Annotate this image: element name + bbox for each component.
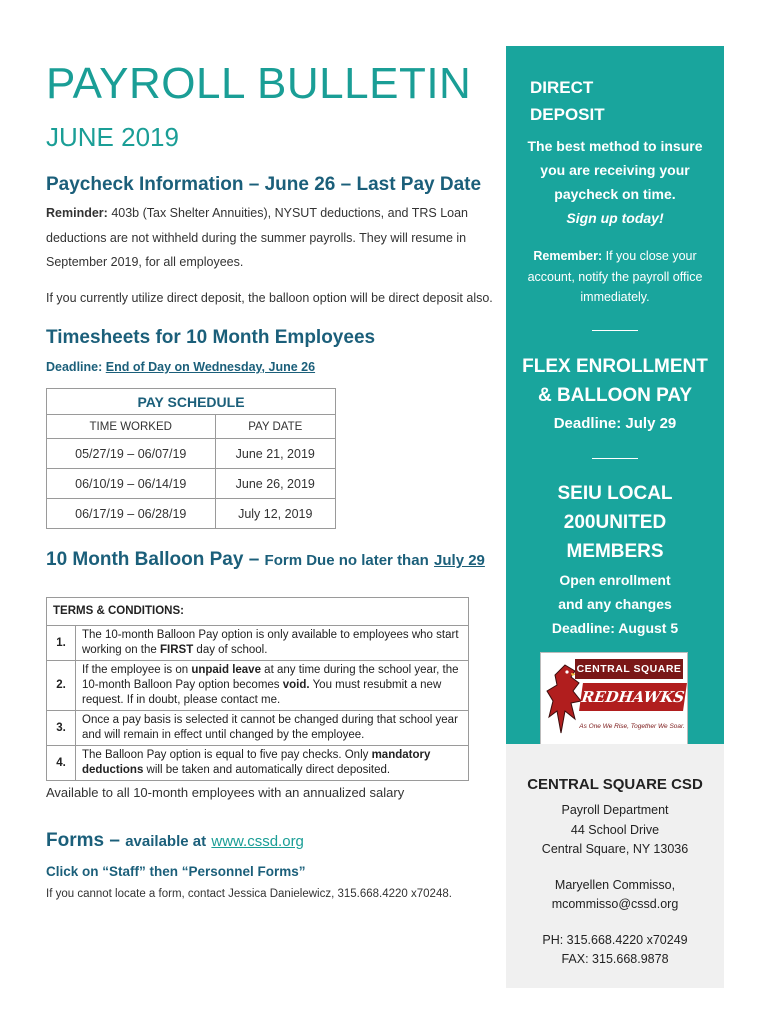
deadline-value: End of Day on Wednesday, June 26 <box>105 360 316 374</box>
forms-heading-label: Forms – <box>46 830 120 851</box>
terms-title: TERMS & CONDITIONS: <box>47 598 469 626</box>
paycheck-heading: Paycheck Information – June 26 – Last Pay Date <box>46 174 482 195</box>
direct-deposit-note: If you currently utilize direct deposit, the balloon option will be direct deposit also. <box>46 290 493 305</box>
balloon-due-date: July 29 <box>434 552 485 569</box>
logo-team-name: REDHAWKS <box>579 683 687 711</box>
time-worked-cell: 06/10/19 – 06/14/19 <box>47 469 216 499</box>
reminder-text: 403b (Tax Shelter Annuities), NYSUT deductions, and TRS Loan deductions are not withheld during the summer payrolls. They will resume in September 2019, for all employees. <box>46 206 469 269</box>
term-number: 2. <box>47 661 76 711</box>
direct-deposit-title: DIRECT DEPOSIT <box>530 78 605 124</box>
term-text: The Balloon Pay option is equal to five pay checks. Only mandatory deductions will be taken and automatically direct deposited. <box>76 746 469 781</box>
cssd-website-link[interactable]: www.cssd.org <box>211 833 304 850</box>
reminder-label: Reminder: <box>46 206 108 220</box>
time-worked-cell: 05/27/19 – 06/07/19 <box>47 439 216 469</box>
table-row <box>47 746 469 781</box>
pay-schedule-caption: PAY SCHEDULE <box>47 389 336 415</box>
table-row <box>47 711 469 746</box>
term-text: Once a pay basis is selected it cannot be changed during that school year and will remain in effect until changed by the employee. <box>76 711 469 746</box>
balloon-heading <box>46 549 496 571</box>
direct-deposit-cta: Sign up today! <box>566 210 664 226</box>
flex-enrollment-title: FLEX ENROLLMENT & BALLOON PAY <box>522 356 708 406</box>
time-worked-cell: 06/17/19 – 06/28/19 <box>47 499 216 529</box>
pay-date-cell: July 12, 2019 <box>215 499 336 529</box>
seiu-title: SEIU LOCAL 200UNITED MEMBERS <box>557 483 673 562</box>
column-header-pay-date: PAY DATE <box>215 415 336 439</box>
reminder-paragraph <box>46 201 496 275</box>
page-title: PAYROLL BULLETIN <box>46 59 472 108</box>
bulletin-date: JUNE 2019 <box>46 122 179 152</box>
contact-email[interactable]: mcommisso@cssd.org <box>551 897 679 911</box>
table-row <box>47 469 336 499</box>
street: 44 School Drive <box>570 822 660 837</box>
term-text: The 10-month Balloon Pay option is only available to employees who start working on the FIRST day of school. <box>76 626 469 661</box>
contact-block <box>506 744 724 988</box>
term-text: If the employee is on unpaid leave at any time during the school year, the 10-month Balloon Pay option becomes void. You must resubmit a new request. If in doubt, please contact me. <box>76 661 469 711</box>
column-header-time-worked: TIME WORKED <box>47 415 216 439</box>
forms-instruction: Click on “Staff” then “Personnel Forms” <box>46 864 306 879</box>
table-row <box>47 439 336 469</box>
balloon-availability: Available to all 10-month employees with an annualized salary <box>46 785 405 800</box>
table-row <box>47 661 469 711</box>
deadline-label: Deadline: <box>46 360 103 374</box>
phone-fax <box>506 931 724 970</box>
divider <box>592 330 638 331</box>
organization-name: CENTRAL SQUARE CSD <box>527 776 703 793</box>
contact-name: Maryellen Commisso, <box>554 877 676 892</box>
phone-number: PH: 315.668.4220 x70249 <box>542 932 688 947</box>
forms-heading <box>46 830 496 852</box>
timesheets-deadline <box>46 360 496 374</box>
remember-text: If you close your account, notify the payroll office immediately. <box>527 249 703 304</box>
redhawks-logo <box>540 652 688 746</box>
pay-date-cell: June 21, 2019 <box>215 439 336 469</box>
forms-contact-note: If you cannot locate a form, contact Jessica Danielewicz, 315.668.4220 x70248. <box>46 888 452 900</box>
timesheets-heading: Timesheets for 10 Month Employees <box>46 327 376 348</box>
term-number: 3. <box>47 711 76 746</box>
sidebar <box>506 46 724 744</box>
balloon-heading-main: 10 Month Balloon Pay – <box>46 549 260 570</box>
forms-available-at: available at <box>125 833 207 850</box>
balloon-heading-sub: Form Due no later than <box>264 552 429 569</box>
seiu-enrollment-note: Open enrollment and any changes Deadline: August 5 <box>551 572 679 636</box>
table-row <box>47 626 469 661</box>
table-row <box>47 499 336 529</box>
main-column <box>46 59 496 903</box>
logo-banner: CENTRAL SQUARE <box>575 659 683 679</box>
address <box>506 801 724 860</box>
contact-person <box>506 876 724 915</box>
fax-number: FAX: 315.668.9878 <box>561 952 669 966</box>
remember-label: Remember: <box>533 249 603 263</box>
direct-deposit-pitch: The best method to insure you are receiving your paycheck on time. <box>527 138 703 202</box>
city: Central Square, NY 13036 <box>541 842 689 856</box>
logo-motto: As One We Rise, Together We Soar. <box>579 723 685 730</box>
terms-table <box>46 597 469 781</box>
remember-note <box>516 246 714 308</box>
term-number: 4. <box>47 746 76 781</box>
flex-deadline: Deadline: July 29 <box>553 415 677 432</box>
department: Payroll Department <box>561 803 669 817</box>
pay-schedule-table <box>46 388 336 529</box>
term-number: 1. <box>47 626 76 661</box>
divider <box>592 458 638 459</box>
pay-date-cell: June 26, 2019 <box>215 469 336 499</box>
